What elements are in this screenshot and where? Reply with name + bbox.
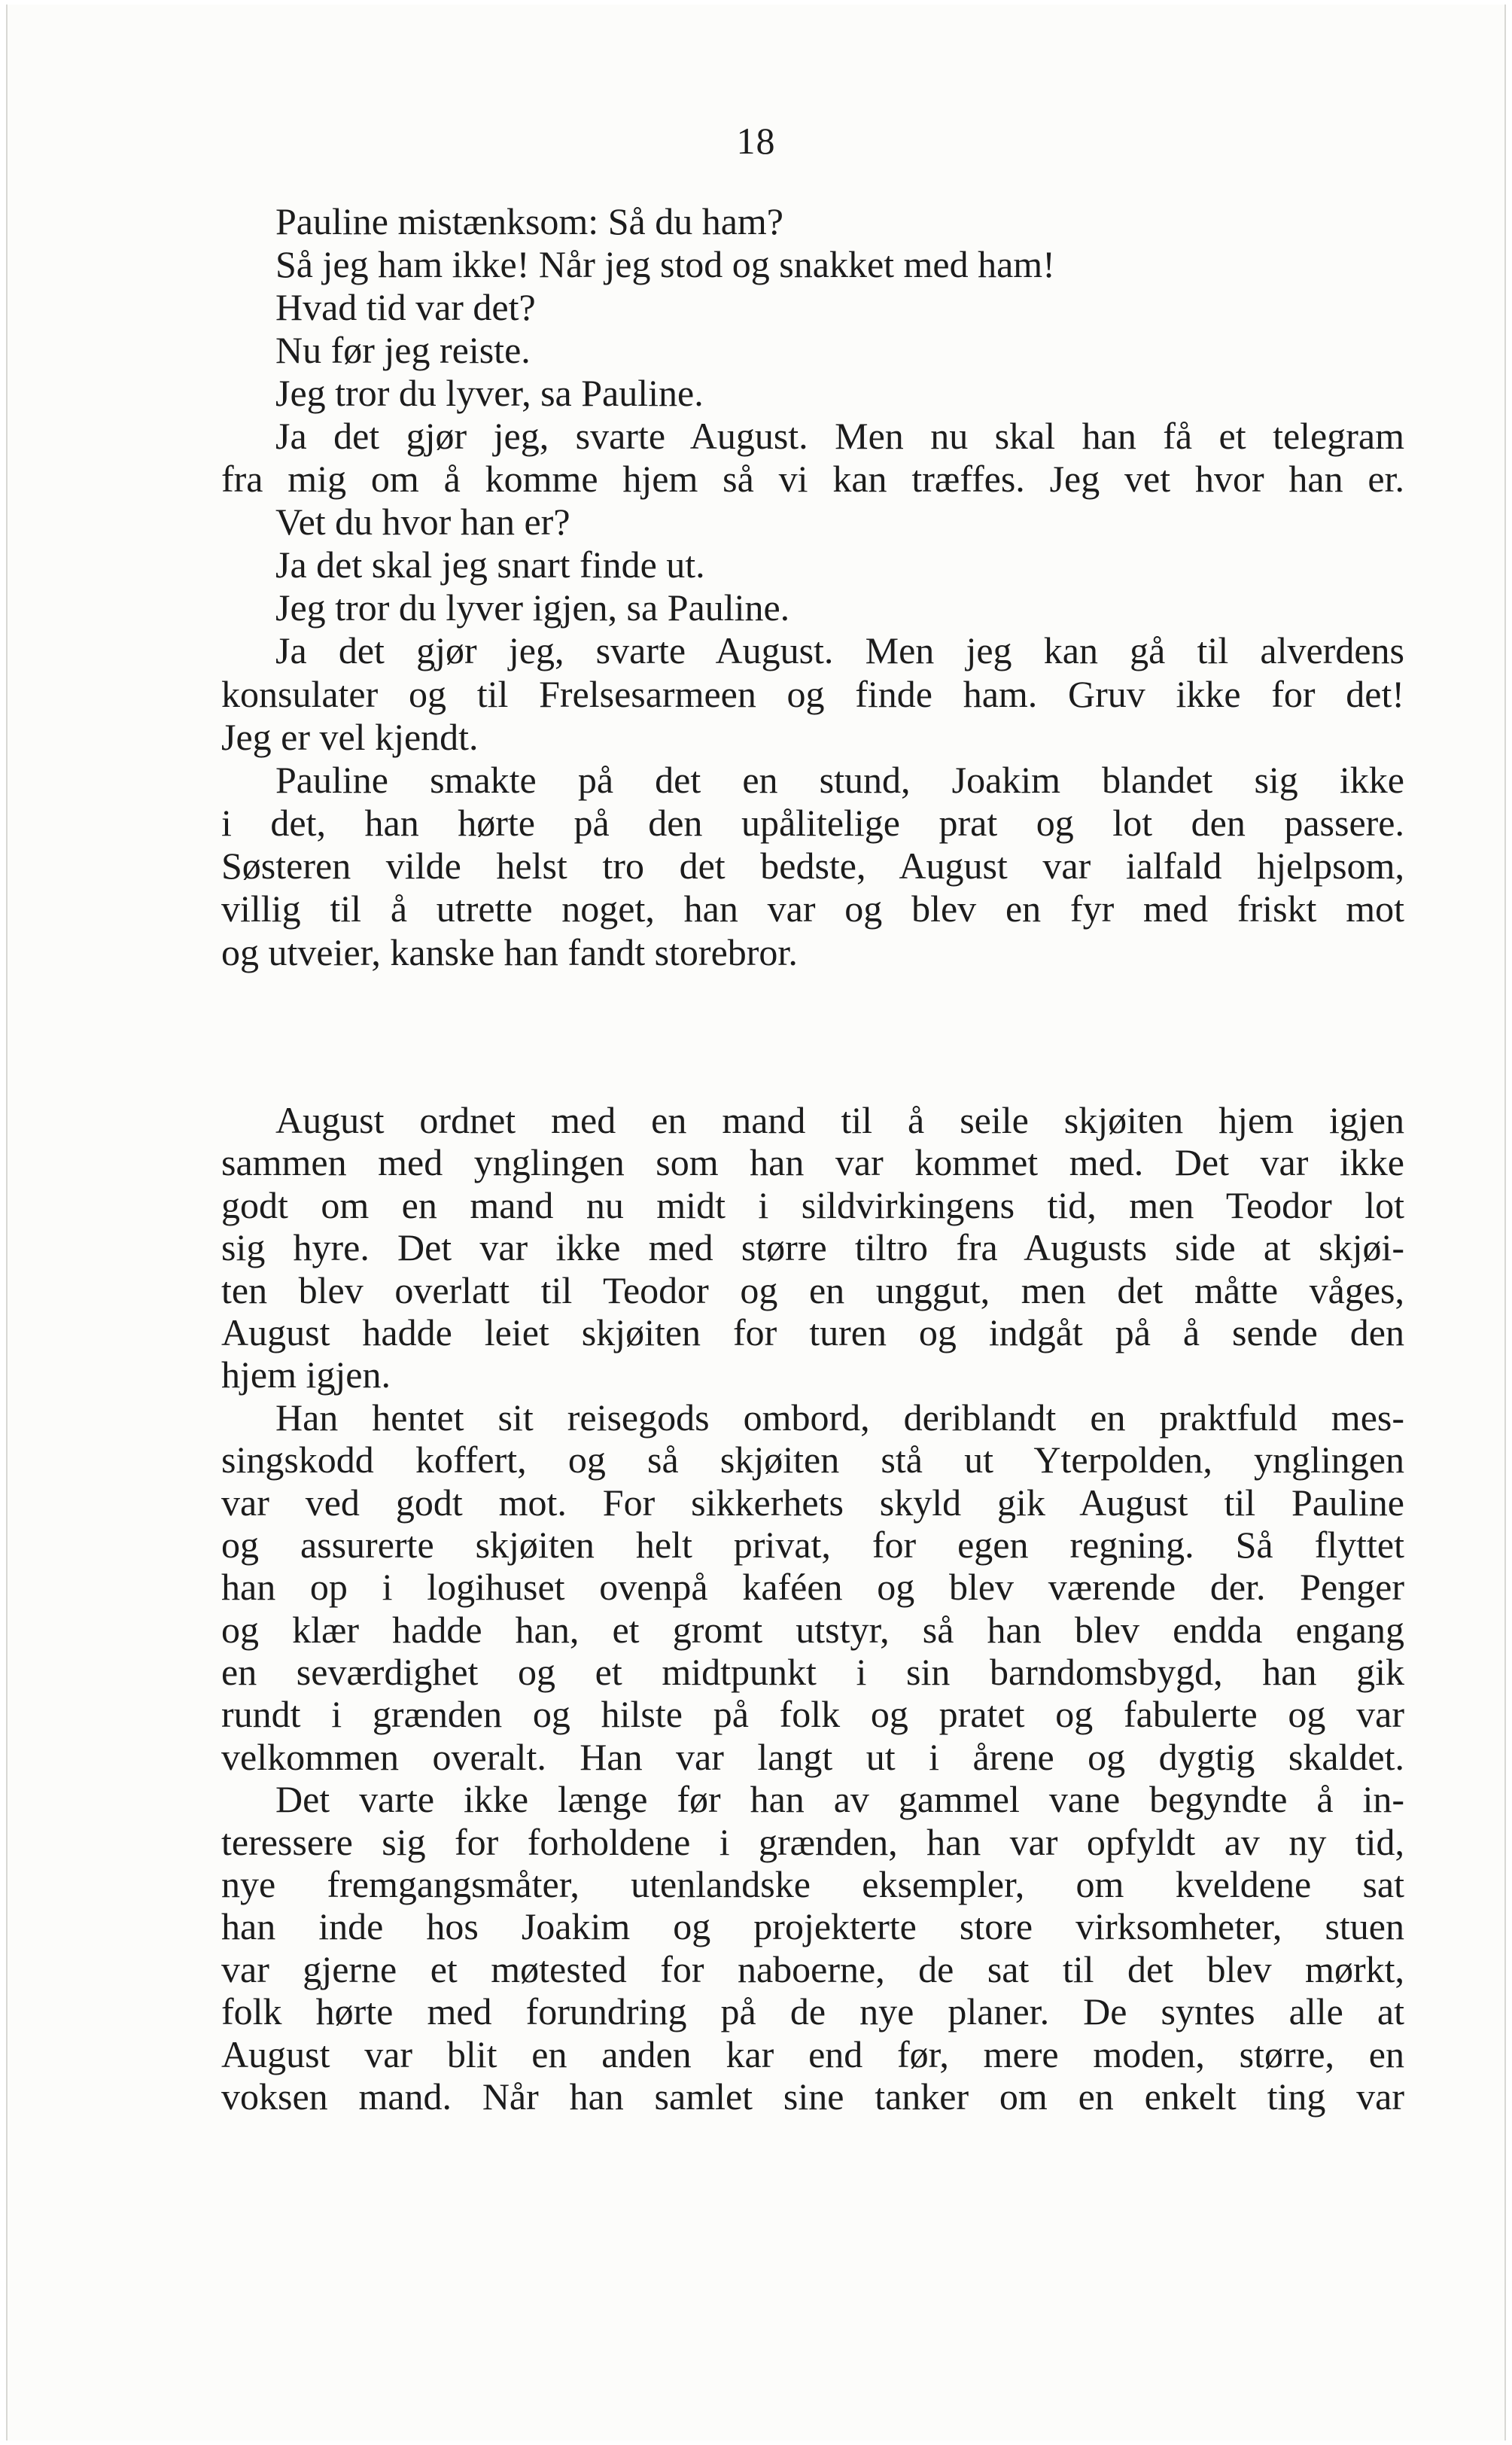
text-line: rundt i grænden og hilste på folk og pratet og fabulerte og var — [221, 1693, 1404, 1736]
text-line: og utveier, kanske han fandt storebror. — [221, 930, 798, 973]
text-line: Nu før jeg reiste. — [275, 329, 531, 371]
text-line: han op i logihuset ovenpå kaféen og blev værende der. Penger — [221, 1566, 1404, 1609]
text-line: fra mig om å komme hjem så vi kan træffes. Jeg vet hvor han er. — [221, 458, 1404, 501]
text-line: og klær hadde han, et gromt utstyr, så han blev endda engang — [221, 1608, 1404, 1651]
page-number: 18 — [736, 120, 776, 162]
text-line: hjem igjen. — [221, 1353, 391, 1396]
text-line: villig til å utrette noget, han var og blev en fyr med friskt mot — [221, 888, 1404, 930]
text-line: sig hyre. Det var ikke med større tiltro fra Augusts side at skjøi- — [221, 1226, 1404, 1269]
text-line: ten blev overlatt til Teodor og en unggut, men det måtte våges, — [221, 1268, 1404, 1311]
text-line: voksen mand. Når han samlet sine tanker om en enkelt ting var — [221, 2075, 1404, 2118]
text-line: Søsteren vilde helst tro det bedste, August var ialfald hjelpsom, — [221, 845, 1404, 888]
text-line: nye fremgangsmåter, utenlandske eksempler, om kveldene sat — [221, 1863, 1404, 1906]
text-line: Ja det gjør jeg, svarte August. Men jeg kan gå til alverdens — [275, 629, 1404, 672]
book-page — [6, 5, 1506, 2440]
text-section-dialogue — [221, 200, 1404, 974]
text-section-narrative — [221, 1099, 1404, 2118]
text-line: folk hørte med forundring på de nye planer. De syntes alle at — [221, 1990, 1404, 2033]
text-line: en seværdighet og et midtpunkt i sin barndomsbygd, han gik — [221, 1651, 1404, 1694]
text-line: og assurerte skjøiten helt privat, for egen regning. Så flyttet — [221, 1523, 1404, 1566]
text-line: Pauline mistænksom: Så du ham? — [275, 200, 783, 242]
text-line: Ja det skal jeg snart finde ut. — [275, 544, 705, 586]
text-line: konsulater og til Frelsesarmeen og finde ham. Gruv ikke for det! — [221, 672, 1404, 715]
text-line: Jeg tror du lyver igjen, sa Pauline. — [275, 586, 790, 629]
text-line: i det, han hørte på den upålitelige prat og lot den passere. — [221, 802, 1404, 845]
text-line: August var blit en anden kar end før, mere moden, større, en — [221, 2032, 1404, 2075]
text-line: Han hentet sit reisegods ombord, deriblandt en praktfuld mes- — [275, 1396, 1404, 1439]
text-line: August hadde leiet skjøiten for turen og indgåt på å sende den — [221, 1311, 1404, 1353]
text-line: Vet du hvor han er? — [275, 501, 570, 544]
text-line: Hvad tid var det? — [275, 286, 536, 328]
text-line: han inde hos Joakim og projekterte store virksomheter, stuen — [221, 1905, 1404, 1948]
text-line: var gjerne et møtested for naboerne, de sat til det blev mørkt, — [221, 1947, 1404, 1990]
text-line: Ja det gjør jeg, svarte August. Men nu skal han få et telegram — [275, 415, 1404, 457]
text-line: Det varte ikke længe før han av gammel vane begyndte å in- — [275, 1778, 1404, 1821]
text-line: August ordnet med en mand til å seile skjøiten hjem igjen — [275, 1099, 1404, 1141]
text-line: Pauline smakte på det en stund, Joakim blandet sig ikke — [275, 758, 1404, 801]
text-line: sammen med ynglingen som han var kommet med. Det var ikke — [221, 1141, 1404, 1184]
text-line: Jeg tror du lyver, sa Pauline. — [275, 372, 704, 414]
text-line: Jeg er vel kjendt. — [221, 715, 479, 758]
text-line: var ved godt mot. For sikkerhets skyld gik August til Pauline — [221, 1481, 1404, 1524]
text-line: Så jeg ham ikke! Når jeg stod og snakket med ham! — [275, 243, 1055, 285]
text-line: singskodd koffert, og så skjøiten stå ut Yterpolden, ynglingen — [221, 1439, 1404, 1481]
text-line: teressere sig for forholdene i grænden, han var opfyldt av ny tid, — [221, 1820, 1404, 1863]
text-line: velkommen overalt. Han var langt ut i årene og dygtig skaldet. — [221, 1735, 1404, 1778]
text-line: godt om en mand nu midt i sildvirkingens tid, men Teodor lot — [221, 1183, 1404, 1226]
